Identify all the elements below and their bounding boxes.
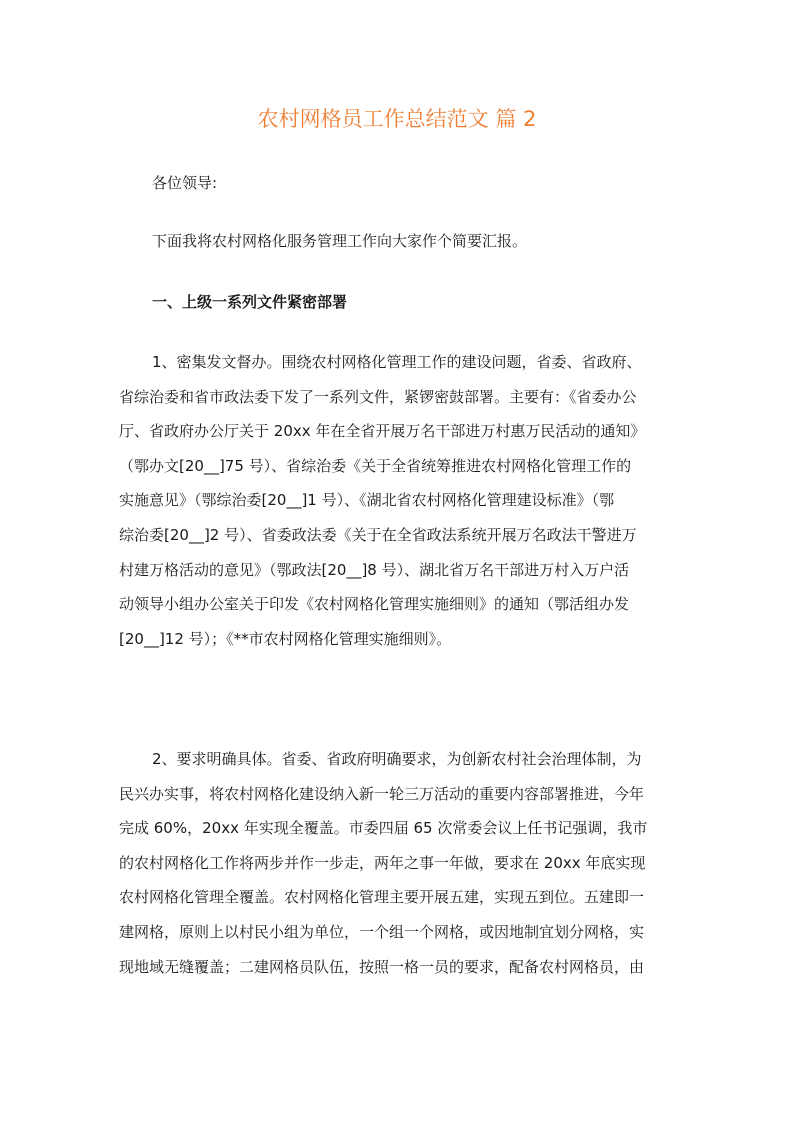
paragraph-1-line: 动领导小组办公室关于印发《农村网格化管理实施细则》的通知（鄂活组办发 — [119, 595, 630, 614]
paragraph-1-line: [20__]12 号）；《**市农村网格化管理实施细则》。 — [119, 629, 452, 648]
paragraph-2-line: 2、要求明确具体。省委、省政府明确要求，为创新农村社会治理体制，为 — [152, 750, 642, 768]
paragraph-2-line: 建网格，原则上以村民小组为单位，一个组一个网格，或因地制宜划分网格，实 — [119, 922, 645, 941]
paragraph-2-line: 完成 60%，20xx 年实现全覆盖。市委四届 65 次常委会议上任书记强调，我市 — [119, 819, 648, 838]
salutation: 各位领导: — [152, 174, 218, 192]
paragraph-1-line: 实施意见》（鄂综治委[20__]1 号）、《湖北省农村网格化管理建设标准》（鄂 — [119, 491, 615, 510]
paragraph-1-line: 村建万格活动的意见》（鄂政法[20__]8 号）、湖北省万名干部进万村入万户活 — [119, 560, 630, 579]
section-heading: 一、上级一系列文件紧密部署 — [152, 293, 348, 311]
paragraph-1-line: 厅、省政府办公厅关于 20xx 年在全省开展万名干部进万村惠万民活动的通知》 — [119, 422, 646, 441]
paragraph-1-line: 综治委[20__]2 号）、省委政法委《关于在全省政法系统开展万名政法干警进万 — [119, 525, 637, 544]
paragraph-2-line: 农村网格化管理全覆盖。农村网格化管理主要开展五建，实现五到位。五建即一 — [119, 888, 645, 907]
paragraph-1 — [119, 345, 679, 656]
paragraph-1-line: 省综治委和省市政法委下发了一系列文件，紧锣密鼓部署。主要有：《省委办公 — [119, 387, 637, 406]
paragraph-1-line: （鄂办文[20__]75 号）、省综治委《关于全省统筹推进农村网格化管理工作的 — [119, 456, 632, 475]
paragraph-2-line: 的农村网格化工作将两步并作一步走，两年之事一年做，要求在 20xx 年底实现 — [119, 853, 646, 872]
intro-paragraph: 下面我将农村网格化服务管理工作向大家作个简要汇报。 — [152, 232, 528, 250]
paragraph-1-line: 1、密集发文督办。围绕农村网格化管理工作的建设问题，省委、省政府、 — [152, 353, 642, 371]
paragraph-2-line: 民兴办实事，将农村网格化建设纳入新一轮三万活动的重要内容部署推进，今年 — [119, 784, 645, 803]
paragraph-2-line: 现地域无缝覆盖；二建网格员队伍，按照一格一员的要求，配备农村网格员，由 — [119, 957, 645, 976]
document-title: 农村网格员工作总结范文 篇 2 — [257, 107, 537, 131]
paragraph-2 — [119, 742, 679, 984]
